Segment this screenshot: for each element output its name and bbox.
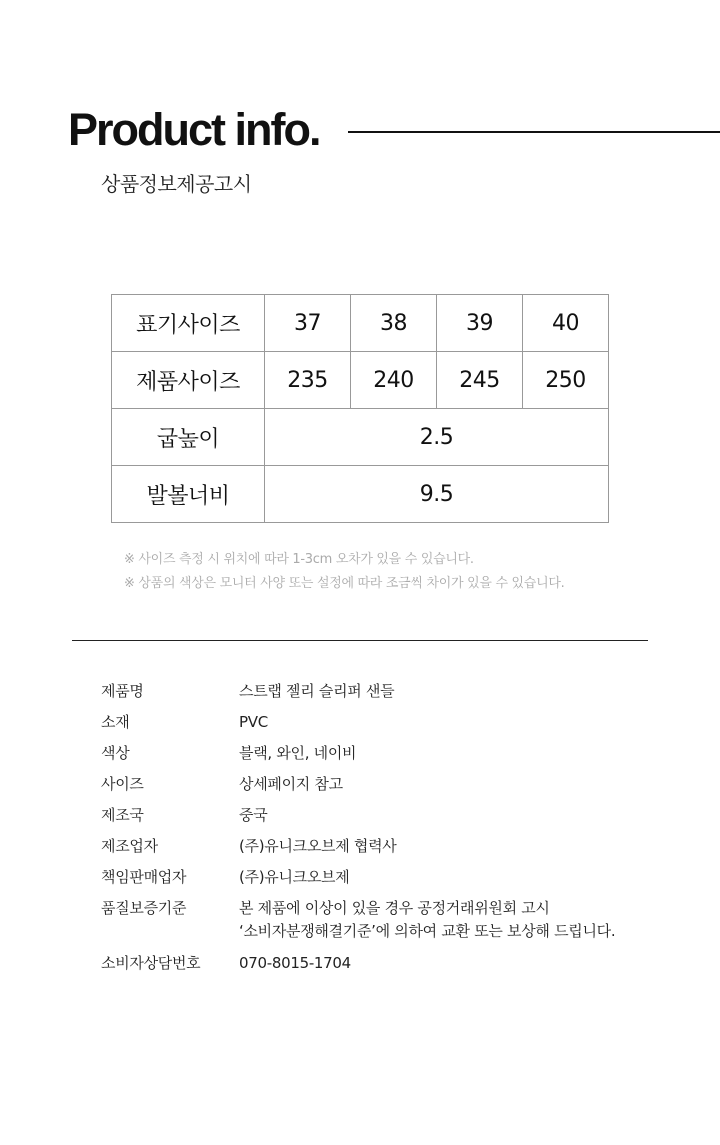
list-item [101,711,615,733]
size-cell: 245 [437,352,523,409]
size-cell: 39 [437,295,523,352]
page-subtitle: 상품정보제공고시 [101,172,252,196]
list-item [101,866,615,888]
product-info-list [101,680,615,983]
list-item [101,680,615,702]
info-value: 070-8015-1704 [239,954,351,972]
info-value-line: ‘소비자분쟁해결기준’에 의하여 교환 또는 보상해 드립니다. [239,922,616,940]
table-row [112,352,609,409]
size-cell: 240 [351,352,437,409]
page-title: Product info. [68,104,320,155]
list-item [101,742,615,764]
info-label: 책임판매업자 [101,868,187,886]
list-item [101,835,615,857]
info-label: 제조국 [101,806,144,824]
info-label: 사이즈 [101,775,144,793]
table-row [112,295,609,352]
info-value: 블랙, 와인, 네이비 [239,744,357,762]
size-cell: 38 [351,295,437,352]
info-label: 제품명 [101,682,144,700]
size-cell: 37 [265,295,351,352]
info-label: 품질보증기준 [101,899,187,917]
foot-width-value: 9.5 [265,466,609,523]
info-label: 소재 [101,713,130,731]
heel-height-label: 굽높이 [112,409,265,466]
info-value: 상세페이지 참고 [239,775,343,793]
title-rule [348,131,720,133]
info-value: 중국 [239,806,268,824]
size-cell: 250 [523,352,609,409]
info-value: 스트랩 젤리 슬리퍼 샌들 [239,682,395,700]
info-value: PVC [239,713,268,731]
list-item [101,804,615,826]
info-value: (주)유니크오브제 [239,868,350,886]
heel-height-value: 2.5 [265,409,609,466]
note-text: ※ 사이즈 측정 시 위치에 따라 1-3cm 오차가 있을 수 있습니다. [124,552,474,567]
list-item [101,952,615,974]
list-item [101,897,615,943]
foot-width-label: 발볼너비 [112,466,265,523]
size-cell: 40 [523,295,609,352]
info-value-line: 본 제품에 이상이 있을 경우 공정거래위원회 고시 [239,899,550,917]
notes [124,548,564,596]
info-label: 제조업자 [101,837,158,855]
list-item [101,773,615,795]
size-table [111,294,609,523]
size-row-label: 표기사이즈 [112,295,265,352]
info-label: 소비자상담번호 [101,954,201,972]
info-value [239,897,615,943]
size-cell: 235 [265,352,351,409]
divider [72,640,648,641]
table-row [112,466,609,523]
size-row-label: 제품사이즈 [112,352,265,409]
table-row [112,409,609,466]
info-label: 색상 [101,744,130,762]
note-text: ※ 상품의 색상은 모니터 사양 또는 설정에 따라 조금씩 차이가 있을 수 있습니다. [124,576,565,591]
info-value: (주)유니크오브제 협력사 [239,837,397,855]
